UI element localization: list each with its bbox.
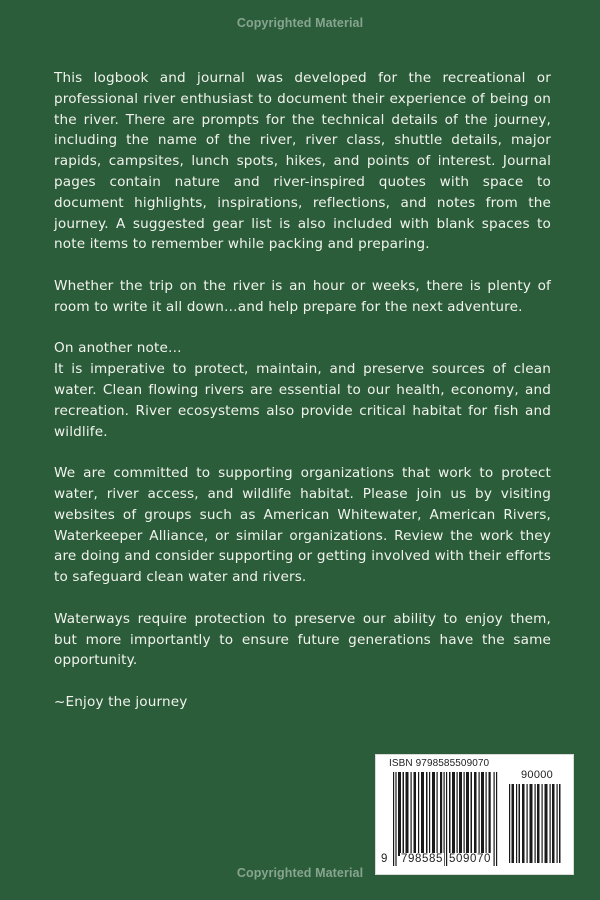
price-addon-code: 90000	[521, 769, 554, 781]
isbn-label: ISBN 9798585509070	[389, 758, 490, 769]
ean-first-digit: 9	[381, 853, 388, 865]
copyright-watermark-top: Copyrighted Material	[236, 16, 364, 30]
waterways-paragraph: Waterways require protection to preserve our ability to enjoy them, but more importantly to ensure future generations have the same opportunity.	[54, 610, 551, 669]
organizations-paragraph: We are committed to supporting organizations that work to protect water, river access, and wildlife habitat. Please join us by visiting websites of groups such as American Whitewater, American Rivers, Waterkeeper Alliance, or similar organizations. Review the work they are doing and consider supporting or getting involved with their efforts to safeguard clean water and rivers.	[54, 465, 551, 586]
back-cover-description	[54, 68, 551, 734]
another-note-section	[54, 338, 551, 442]
ean-right-digits: 509070	[449, 853, 491, 865]
ean-left-digits: 798585	[401, 853, 443, 865]
intro-paragraph: This logbook and journal was developed for the recreational or professional river enthusiast to document their experience of being on the river. There are prompts for the technical details of the journey, including the name of the river, river class, shuttle details, major rapids, campsites, lunch spots, hikes, and points of interest. Journal pages contain nature and river-inspired quotes with space to document highlights, inspirations, reflections, and notes from the journey. A suggested gear list is also included with blank spaces to note items to remember while packing and preparing.	[54, 70, 551, 253]
addon-barcode-bars	[509, 784, 561, 863]
another-note-heading: On another note…	[54, 340, 182, 357]
isbn-barcode	[375, 754, 574, 875]
copyright-watermark-bottom: Copyrighted Material	[236, 866, 364, 880]
trip-paragraph: Whether the trip on the river is an hour or weeks, there is plenty of room to write it all down…and help prepare for the next adventure.	[54, 277, 551, 315]
ean13-barcode-bars	[393, 772, 498, 866]
signoff: ~Enjoy the journey	[54, 693, 188, 710]
another-note-text: It is imperative to protect, maintain, and preserve sources of clean water. Clean flowing rivers are essential to our health, economy, and recreation. River ecosystems also provide critical habitat for fish and wildlife.	[54, 361, 551, 440]
